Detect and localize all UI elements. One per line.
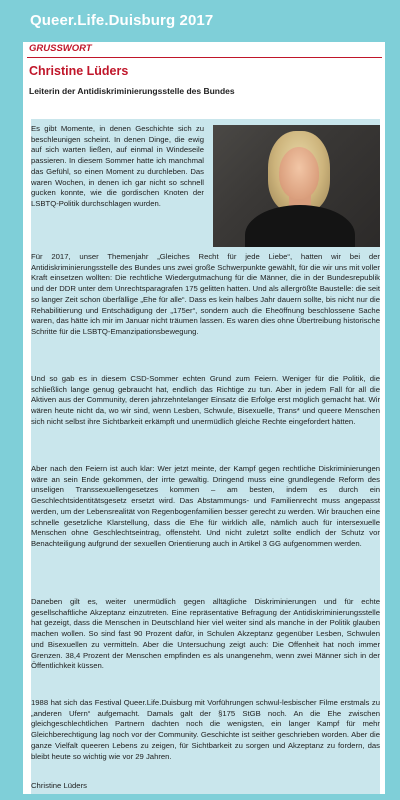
paragraph-intro: Es gibt Momente, in denen Geschichte sich zu beschleunigen scheint. In denen Dinge, die ewig auf sich warten ließen, auf einmal in Windeseile passieren. In diesem Sommer hatte ich manchmal das Gefühl, so einen Moment zu durchleben. Das waren Wochen, in denen ich gar nicht so schnell gucken konnte, wie die gordischen Knoten der LSBTQ-Politik durchschlagen wurden. — [31, 124, 204, 208]
paragraph: Für 2017, unser Themenjahr „Gleiches Recht für jede Liebe“, hatten wir bei der Antidiskriminierungsstelle des Bundes uns zwei große Schwerpunkte gewählt, für die wir uns mit voller Kraft einsetzen wollten: Die rechtliche Wiedergutmachung für die Männer, die in der Bundesrepublik und der DDR unter dem Unrechtsparagrafen 175 gelitten hatten. Und als allergrößte Baustelle: die seit so langer Zeit schon überfällige „Ehe für alle“. Dass es kein halbes Jahr dauern sollte, bis nicht nur die Rehabilitierung und Entschädigung der „175er“, sondern auch die Eheöffnung beschlossene Sache waren, das hätte ich mir im Januar nicht träumen lassen. Es waren dies ohne Übertreibung historische Schritte für die LSBTQ-Emanzipationsbewegung. — [31, 252, 380, 336]
author-photo — [213, 125, 380, 247]
paragraph: 1988 hat sich das Festival Queer.Life.Duisburg mit Vorführungen schwul-lesbischer Filme erstmals zu „anderen Ufern“ aufgemacht. Damals galt der §175 StGB noch. An die Ehe zwischen gleichgeschlechtlichen Partnern dachten noch die wenigsten, ein langer Kampf für mehr Gleichberechtigung lag noch vor der Community. Geschichte ist seither geschrieben worden. Aber die ganze Vielfalt queeren Lebens zu zeigen, für Sichtbarkeit zu sorgen und Akzeptanz zu fordern, das bleibt heute so wichtig wie vor 29 Jahren. — [31, 698, 380, 761]
paragraph: Daneben gilt es, weiter unermüdlich gegen alltägliche Diskriminierungen und für echte gesellschaftliche Akzeptanz einzutreten. Eine repräsentative Befragung der Antidiskriminierungsstelle hat gezeigt, dass die Menschen in Deutschland hier viel weiter sind als manche in der Politik glauben machen wollen. So sind fast 90 Prozent dafür, in Schulen Akzeptanz gegenüber Lesben, Schwulen und Bisexuellen zu vermitteln. Aber die Untersuchung zeigt auch: Die Offenheit hat noch immer Grenzen. 38,4 Prozent der Menschen empfinden es als unangenehm, wenn zwei Männer sich in der Öffentlichkeit küssen. — [31, 597, 380, 671]
festival-title: Queer.Life.Duisburg 2017 — [30, 12, 214, 29]
paragraph: Aber nach den Feiern ist auch klar: Wer jetzt meinte, der Kampf gegen rechtliche Diskriminierungen wäre an sein Ende gekommen, der irrte gewaltig. Dringend muss eine grundlegende Reform des unseligen Transsexuellengesetzes kommen – am besten, indem es durch ein Geschlechtsidentitätsgesetz ersetzt wird. Das Abstammungs- und Familienrecht muss angepasst werden, um der Lebensrealität von Regenbogenfamilien besser gerecht zu werden. Wir brauchen eine schnelle gesetzliche Klarstellung, dass die Ehe für wirklich alle, nämlich auch für intersexuelle Menschen ohne Geschlechtseintrag, offensteht. Und nicht zuletzt sollte endlich der Schutz vor Benachteiligung aufgrund der sexuellen Orientierung auch in Artikel 3 GG aufgenommen werden. — [31, 464, 380, 548]
section-divider — [27, 57, 382, 58]
paragraph: Und so gab es in diesem CSD-Sommer echten Grund zum Feiern. Weniger für die Politik, die schließlich lange genug gebraucht hat, endlich das Richtige zu tun. Aber in jedem Fall für all die Aktiven aus der Community, deren jahrzehntelanger Einsatz die Erfolge erst möglich gemacht hat. Wir wären heute nicht da, wo wir sind, wenn Lesben, Schwule, Bisexuelle, Trans* und queere Menschen sich nicht selbst ihre Sichtbarkeit erkämpft und unermüdlich gleiche Rechte eingefordert hätten. — [31, 374, 380, 426]
section-label: GRUSSWORT — [29, 43, 92, 54]
page-header — [0, 0, 400, 42]
signature: Christine Lüders — [31, 781, 87, 790]
author-role: Leiterin der Antidiskriminierungsstelle des Bundes — [29, 86, 235, 96]
article-panel — [23, 42, 385, 794]
author-name: Christine Lüders — [29, 64, 129, 78]
article-body — [31, 119, 380, 794]
